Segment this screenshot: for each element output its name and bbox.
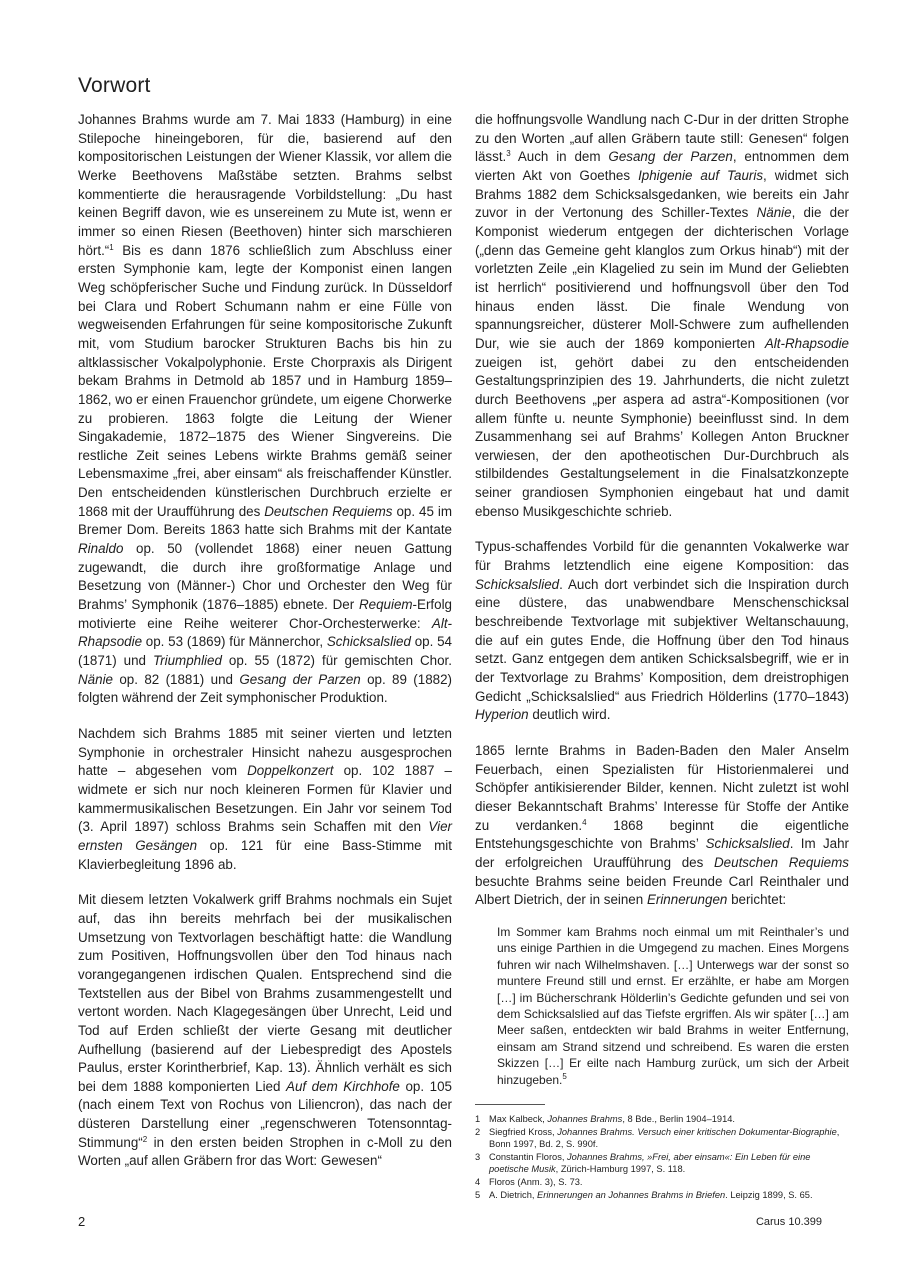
footnote-ref-4: 4 <box>582 817 587 827</box>
footnote-divider <box>475 1104 545 1105</box>
paragraph-3: Mit diesem letzten Vokalwerk griff Brahms nochmals ein Sujet auf, das ihn bereits mehrfach bei der musikalischen Umsetzung von Textvorlagen beschäftigt hatte: die Wandlung zum Positiven, Hoffnungsvollen über den Tod hinaus nach vorangegangenen irdischen Qualen. Entsprechend sind die Textstellen aus der Bibel von Brahms zusammengestellt und vertont worden. Nach Klagegesängen über Unrecht, Leid und Tod auf Erden schließt der vierte Gesang mit deutlicher Aufhellung (basierend auf der Liebespredigt des Apostels Paulus, erster Korintherbrief, Kap. 13). Ähnlich verhält es sich bei dem 1888 komponierten Lied Auf dem Kirchhofe op. 105 (nach einem Text von Rochus von Liliencron), das nach der düsteren Darstellung einer „regenschweren Totensonntag-Stimmung“$^2$ in den ersten beiden Strophen in c-Moll zu den Worten „auf allen Gräbern fror das Wort: Gewesen“ <box>78 892 452 1169</box>
footnote-4: 4 Floros (Anm. 3), S. 73. <box>475 1176 583 1187</box>
left-column <box>78 111 452 1188</box>
block-quote: Im Sommer kam Brahms noch einmal um mit Reinthaler’s und uns einige Parthien in die Umgegend zu machen. Eines Morgens fuhren wir nach Wilhelmshaven. […] Unterwegs war der sonst so muntere Freund still und ernst. Er erzählte, er habe am Morgen […] im Bücherschrank Hölderlin’s Gedichte gefunden und sei von dem Schicksalslied auf das Tiefste ergriffen. Als wir später […] am Meer saßen, entdeckten wir bald Brahms in weiter Entfernung, einsam am Strand sitzend und schreibend. Es waren die ersten Skizzen […] Er eilte nach Hamburg zurück, um sich der Arbeit hinzugeben.$^5$ <box>497 924 849 1087</box>
page-heading: Vorwort <box>78 74 151 97</box>
footnote-ref-2: 2 <box>142 1134 148 1144</box>
paragraph-5: Typus-schaffendes Vorbild für die genannten Vokalwerke war für Brahms letztendlich eine eigene Komposition: das Schicksalslied. Auch dort verbindet sich die Inspiration durch eine düstere, das unabwendbare Menschenschicksal beschreibende Textvorlage mit subjektiver Weltanschauung, die auf ein gutes Ende, die Hoffnung über den Tod hinaus setzt. Ganz entgegen dem antiken Schicksalsbegriff, wie er in der Textvorlage zu Brahms’ Komposition, dem dreistrophigen Gedicht „Schicksalslied“ aus Friedrich Hölderlins (1770–1843) Hyperion deutlich wird. <box>475 539 849 723</box>
footnote-2: 2 Siegfried Kross, Johannes Brahms. Versuch einer kritischen Dokumentar-Biographie, Bonn 1997, Bd. 2, S. 990f. <box>475 1126 840 1150</box>
footnote-5: 5 A. Dietrich, Erinnerungen an Johannes Brahms in Briefen. Leipzig 1899, S. 65. <box>475 1189 813 1200</box>
footnote-1: 1 Max Kalbeck, Johannes Brahms, 8 Bde., Berlin 1904–1914. <box>475 1113 736 1124</box>
footnote-ref-1: 1 <box>109 242 114 252</box>
catalog-number: Carus 10.399 <box>755 1216 822 1228</box>
paragraph-2: Nachdem sich Brahms 1885 mit seiner vierten und letzten Symphonie in orchestraler Hinsicht nahezu ausgesprochen hatte – abgesehen vom Doppelkonzert op. 102 1887 – widmete er sich nur noch kleineren Formen für Klavier und kammermusikalischen Besetzungen. Ein Jahr vor seinem Tod (3. April 1897) schloss Brahms sein Schaffen mit den Vier ernsten Gesängen op. 121 für eine Bass-Stimme mit Klavierbegleitung 1896 ab. <box>78 726 452 872</box>
page-number: 2 <box>78 1214 86 1229</box>
paragraph-1: Johannes Brahms wurde am 7. Mai 1833 (Hamburg) in eine Stilepoche hineingeboren, für die, basierend auf den kompositorischen Leistungen der Wiener Klassik, vor allem die Werke Beethovens Maßstäbe setzten. Brahms selbst kommentierte die herausragende Vorbildstellung: „Du hast keinen Begriff davon, wie es unsereinem zu Mute ist, wenn er immer so einen Riesen (Beethoven) hinter sich marschieren hört.“$^1$ Bis es dann 1876 schließlich zum Abschluss einer ersten Symphonie kam, legte der Komponist einen langen Weg schöpferischer Suche und Findung zurück. In Düsseldorf bei Clara und Robert Schumann nahm er eine Fülle von wegweisenden Erfahrungen für seine kompositorische Zukunft mit, vom Studium barocker Strukturen Bachs bis hin zu altklassischer Vokalpolyphonie. Erste Chorpraxis als Dirigent bekam Brahms in Detmold ab 1857 und in Hamburg 1859–1862, wo er einen Frauenchor gründete, um eigene Chorwerke zu probieren. 1863 folgte die Leitung der Wiener Singakademie, 1872–1875 des Wiener Singvereins. Die restliche Zeit seines Lebens wirkte Brahms gemäß seiner Lebensmaxime „frei, aber einsam“ als freischaffender Künstler. Den entscheidenden künstlerischen Durchbruch erzielte er 1868 mit der Uraufführung des Deutschen Requiems op. 45 im Bremer Dom. Bereits 1863 hatte sich Brahms mit der Kantate Rinaldo op. 50 (vollendet 1868) einer neuen Gattung zugewandt, die durch ihre großformatige Anlage und Besetzung von (Männer-) Chor und Orchester den Weg für Brahms’ Symphonik (1876–1885) ebnete. Der Requiem-Erfolg motivierte eine Reihe weiterer Chor-Orchesterwerke: Alt-Rhapsodie op. 53 (1869) für Männerchor, Schicksalslied op. 54 (1871) und Triumphlied op. 55 (1872) für gemischten Chor. Nänie op. 82 (1881) und Gesang der Parzen op. 89 (1882) folgten während der Zeit symphonischer Produktion. <box>78 112 452 706</box>
footnotes <box>475 1113 849 1201</box>
paragraph-6: 1865 lernte Brahms in Baden-Baden den Maler Anselm Feuerbach, einen Spezialisten für Historienmalerei und Schöpfer antikisierender Bilder, kennen. Nicht zuletzt ist wohl dieser Bekanntschaft Brahms’ Interesse für Stoffe der Antike zu verdanken.$^4$ 1868 beginnt die eigentliche Entstehungsgeschichte von Brahms’ Schicksalslied. Im Jahr der erfolgreichen Uraufführung des Deutschen Requiems besuchte Brahms seine beiden Freunde Carl Reinthaler und Albert Dietrich, der in seinen Erinnerungen berichtet: <box>475 743 849 908</box>
footnote-ref-3: 3 <box>506 149 511 159</box>
footnote-ref-5: 5 <box>562 1071 567 1081</box>
paragraph-4: die hoffnungsvolle Wandlung nach C-Dur in der dritten Strophe zu den Worten „auf allen Gräbern taute still: Genesen“ folgen lässt.$^3$ Auch in dem Gesang der Parzen, entnommen dem vierten Akt von Goethes Iphigenie auf Tauris, widmet sich Brahms 1882 dem Schicksalsgedanken, wie bereits ein Jahr zuvor in der Vertonung des Schiller-Textes Nänie, die der Komponist wiederum entgegen der dichterischen Vorlage („denn das Gemeine geht klanglos zum Orkus hinab“) mit der vorletzten Zeile „ein Klagelied zu sein im Mund der Geliebten ist herrlich“ positivierend und hoffnungsvoll über den Tod hinaus enden lässt. Die finale Wendung von spannungsreicher, düsterer Moll-Schwere zum aufhellenden Dur, wie sie auch der 1869 komponierten Alt-Rhapsodie zueigen ist, gehört dabei zu den entscheidenden Gestaltungsprinzipien des 19. Jahrhunderts, die nicht zuletzt durch Beethovens „per aspera ad astra“-Kompositionen (vor allem fünfte u. neunte Symphonie) beeinflusst sind. In dem Zusammenhang sei auf Brahms’ Kollegen Anton Bruckner verwiesen, der den apotheotischen Dur-Durchbruch als stilbildendes Gestaltungselement in die Finalsatzkonzepte seiner grandiosen Symphonien eingebaut hat und damit ebenso Musikgeschichte schrieb. <box>475 112 850 519</box>
right-column <box>475 111 849 1201</box>
footnote-3: 3 Constantin Floros, Johannes Brahms, »Frei, aber einsam«: Ein Leben für eine poetische Musik, Zürich-Hamburg 1997, S. 118. <box>475 1151 811 1175</box>
